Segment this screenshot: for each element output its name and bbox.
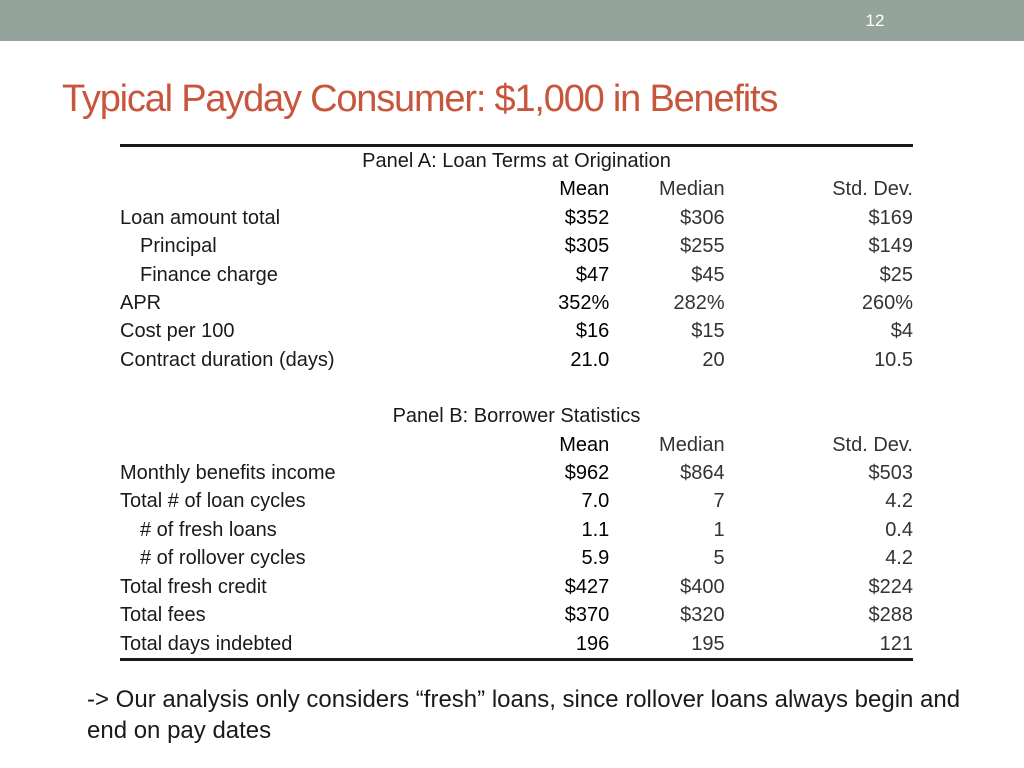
panel-b-header-row [120, 431, 913, 459]
cell-sd: $149 [868, 235, 913, 258]
cell-mean: $47 [575, 263, 610, 286]
slide-number: 12 [865, 11, 885, 30]
header-bar [0, 0, 1024, 41]
row-label: APR [120, 292, 162, 315]
table-row [120, 601, 913, 629]
column-header-sd: Std. Dev. [832, 178, 913, 201]
cell-sd: $169 [868, 206, 913, 229]
cell-sd: 4.2 [885, 490, 913, 513]
panel-spacer [120, 374, 913, 402]
row-label: # of fresh loans [140, 518, 277, 541]
row-label: Monthly benefits income [120, 462, 336, 485]
table-row [120, 289, 913, 317]
table-row [120, 487, 913, 515]
cell-sd: 0.4 [885, 518, 913, 541]
table-row [120, 204, 913, 232]
cell-mean: $16 [575, 320, 610, 343]
cell-sd: $288 [868, 604, 913, 627]
cell-sd: 4.2 [885, 547, 913, 570]
cell-mean: $427 [564, 575, 610, 598]
slide-title: Typical Payday Consumer: $1,000 in Benefits [62, 78, 778, 120]
cell-sd: 260% [861, 292, 913, 315]
header-label-cell [120, 175, 511, 203]
cell-median: $15 [691, 320, 725, 343]
spacer-cell [120, 374, 913, 402]
cell-median: $255 [680, 235, 725, 258]
row-label: Finance charge [140, 263, 278, 286]
cell-median: 7 [713, 490, 725, 513]
cell-median: 282% [673, 292, 725, 315]
cell-sd: $224 [868, 575, 913, 598]
cell-median: $320 [680, 604, 725, 627]
cell-mean: $370 [564, 604, 610, 627]
cell-mean: 352% [558, 292, 610, 315]
footnote: -> Our analysis only considers “fresh” loans, since rollover loans always begin and end on pay dates [87, 686, 961, 744]
cell-mean: 196 [575, 632, 610, 655]
statistics-table [120, 144, 913, 661]
table-row [120, 261, 913, 289]
row-label: Cost per 100 [120, 320, 235, 343]
cell-sd: $4 [890, 320, 913, 343]
row-label: Loan amount total [120, 206, 281, 229]
cell-median: 20 [702, 348, 725, 371]
panel-b-title-row [120, 402, 913, 430]
cell-mean: $962 [564, 462, 610, 485]
column-header-median: Median [659, 178, 725, 201]
panel-a-title-row [120, 147, 913, 175]
table-row [120, 232, 913, 260]
row-label: Total # of loan cycles [120, 490, 306, 513]
cell-sd: 121 [879, 632, 913, 655]
cell-mean: 1.1 [581, 518, 610, 541]
row-label: Total fees [120, 604, 206, 627]
cell-median: 1 [713, 518, 725, 541]
cell-median: $864 [680, 462, 725, 485]
column-header-median: Median [659, 433, 725, 456]
table-body [120, 147, 913, 658]
row-label: # of rollover cycles [140, 547, 306, 570]
cell-mean: 21.0 [570, 348, 610, 371]
table-row [120, 544, 913, 572]
panel-b-title: Panel B: Borrower Statistics [392, 405, 641, 428]
table-row [120, 346, 913, 374]
cell-median: 5 [713, 547, 725, 570]
cell-sd: 10.5 [874, 348, 913, 371]
cell-mean: $352 [564, 206, 610, 229]
cell-sd: $25 [879, 263, 913, 286]
cell-mean: 7.0 [581, 490, 610, 513]
table-row [120, 459, 913, 487]
panel-a-header-row [120, 175, 913, 203]
table-row [120, 516, 913, 544]
cell-mean: 5.9 [581, 547, 610, 570]
row-label: Contract duration (days) [120, 348, 335, 371]
header-label-cell [120, 431, 511, 459]
table-row [120, 573, 913, 601]
cell-mean: $305 [564, 235, 610, 258]
table-row [120, 630, 913, 658]
cell-sd: $503 [868, 462, 913, 485]
row-label: Total days indebted [120, 632, 293, 655]
row-label: Total fresh credit [120, 575, 267, 598]
cell-median: $45 [691, 263, 725, 286]
panel-a-title: Panel A: Loan Terms at Origination [362, 150, 671, 172]
column-header-mean: Mean [559, 178, 610, 201]
cell-median: 195 [691, 632, 725, 655]
column-header-mean: Mean [559, 433, 610, 456]
cell-median: $400 [680, 575, 725, 598]
row-label: Principal [140, 235, 217, 258]
column-header-sd: Std. Dev. [832, 433, 913, 456]
cell-median: $306 [680, 206, 725, 229]
table-row [120, 317, 913, 345]
